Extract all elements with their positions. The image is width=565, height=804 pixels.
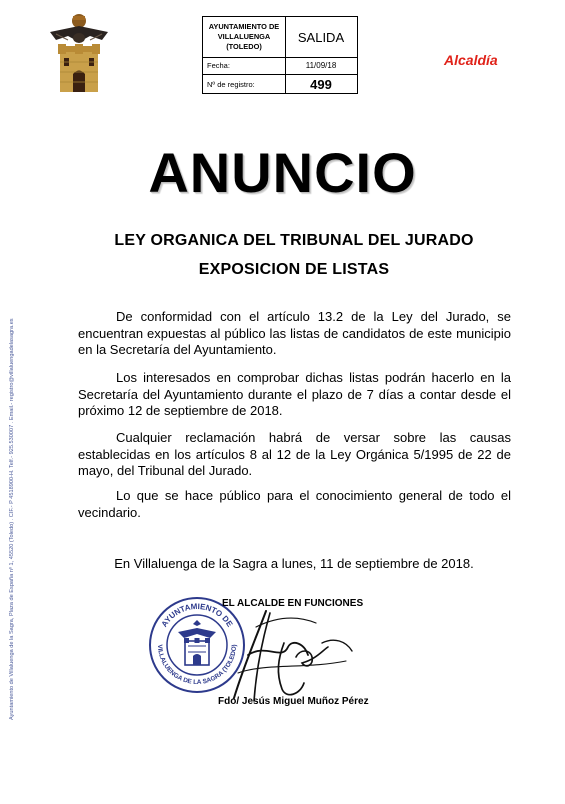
registry-direction: SALIDA [297,29,345,45]
signatory-title: EL ALCALDE EN FUNCIONES [222,598,364,609]
document-subtitle-law: LEY ORGANICA DEL TRIBUNAL DEL JURADO [114,232,474,249]
paragraph-3: Cualquier reclamación habrá de versar sobre las causas establecidas en los artículos 8 al 12 de la Ley Orgánica 5/1995 de 22 de mayo, del Tribunal del Jurado. [78,430,511,479]
handwritten-signature [226,603,364,705]
registry-org-name: AYUNTAMIENTO DE VILLALUENGA (TOLEDO) [208,22,280,51]
signatory-name: Fdo/ Jesús Miguel Muñoz Pérez [218,696,369,707]
seal-text-bottom: VILLALUENGA DE LA SAGRA (TOLEDO) [155,644,239,687]
paragraph-4: Lo que se hace público para el conocimiento general de todo el vecindario. [78,488,511,520]
registry-date-value: 11/09/18 [305,61,337,70]
coat-of-arms-logo [46,12,112,96]
registry-stamp [202,16,358,94]
document-subtitle-lists: EXPOSICION DE LISTAS [198,261,390,278]
registry-date-label: Fecha: [207,61,230,70]
department-label: Alcaldía [444,52,498,68]
document-title: ANUNCIO [148,141,417,204]
seal-text-top: AYUNTAMIENTO DE [159,601,235,629]
registry-number-value: 499 [310,76,332,92]
paragraph-1: De conformidad con el artículo 13.2 de la Ley del Jurado, se encuentran expuestas al público las listas de candidatos de este municipio en la Secretaría del Ayuntamiento. [78,309,511,358]
place-and-date: En Villaluenga de la Sagra a lunes, 11 de septiembre de 2018. [114,556,474,571]
registry-row-org [203,17,357,58]
registry-row-number [203,74,357,94]
side-address-text: Ayuntamiento de Villaluenga de la Sagra, Plaza de España nº 1, 45520 (Toledo) . CIF.- P 4518900-H. Telf.- 925.530007 . Email.- registro@villaluengadelasagra.es [9,318,15,720]
registry-row-date [203,57,357,75]
registry-number-label: Nº de registro: [207,79,255,89]
paragraph-2: Los interesados en comprobar dichas listas podrán hacerlo en la Secretaría del Ayuntamiento durante el plazo de 7 días a contar desde el próximo 12 de septiembre de 2018. [78,370,511,419]
